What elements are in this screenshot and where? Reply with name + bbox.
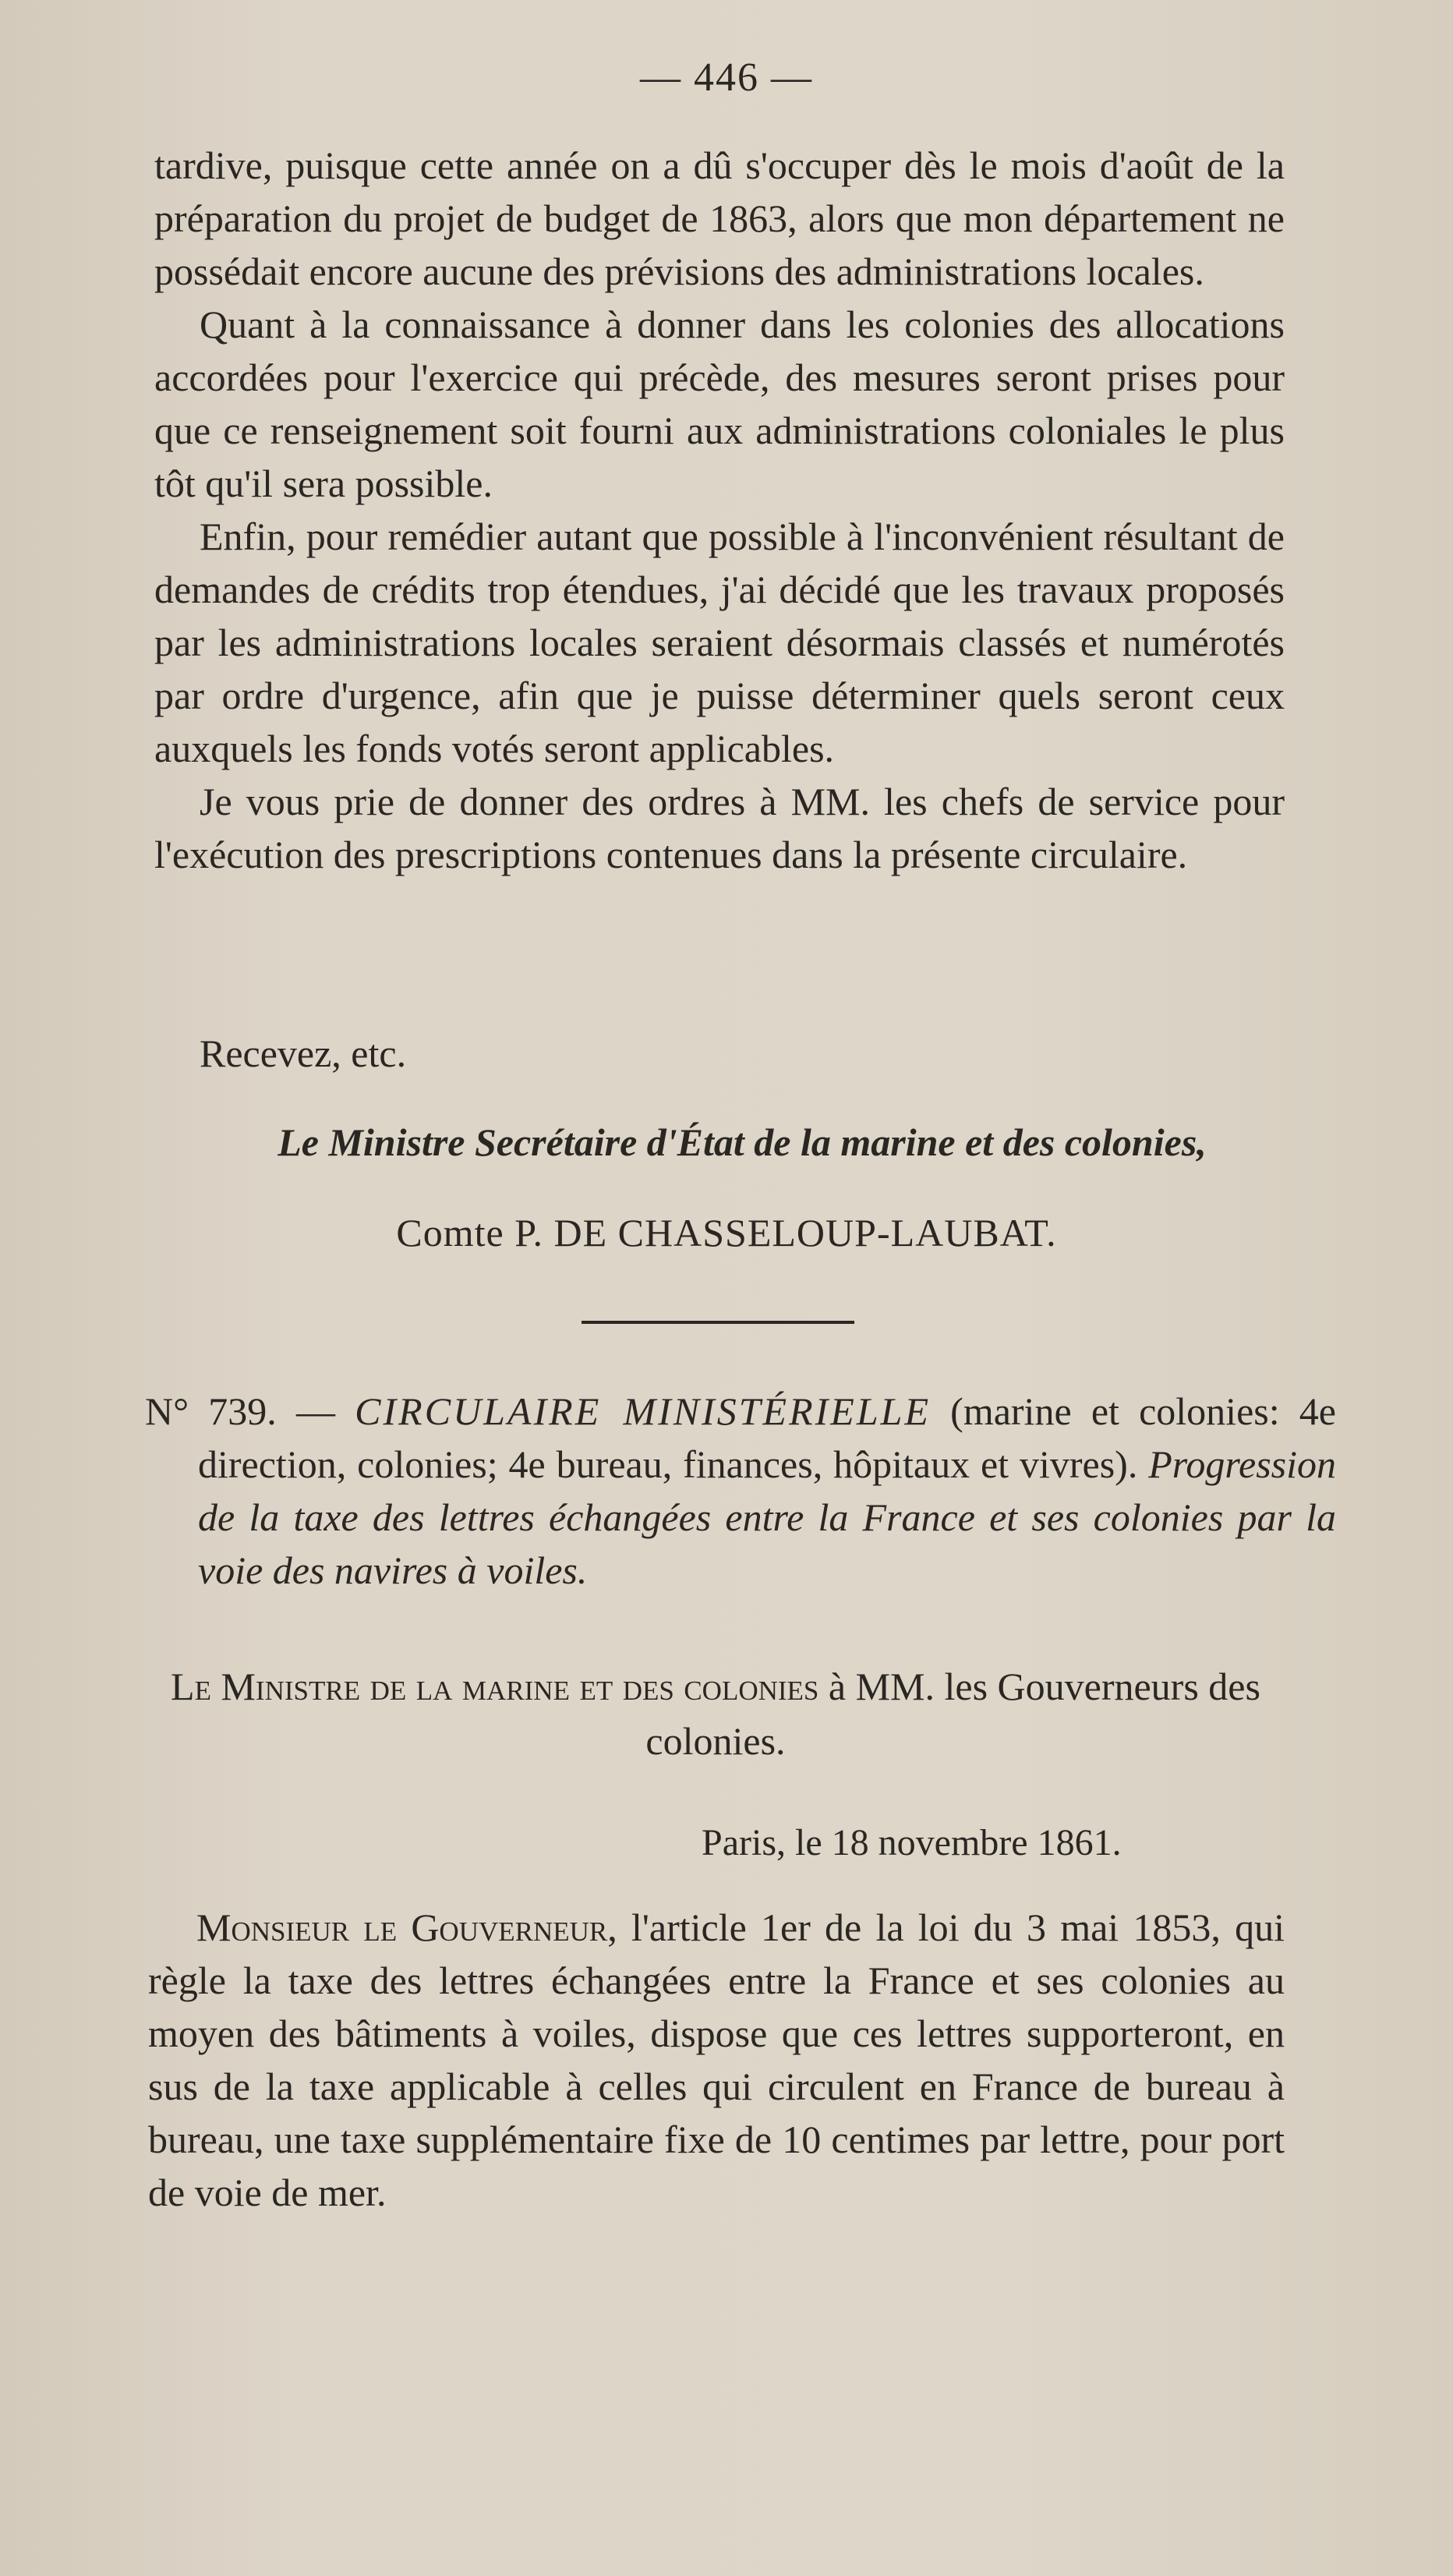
letter-salutation: Monsieur le Gouverneur, <box>196 1905 617 1949</box>
addressee-to: à MM. les Gouverneurs des colonies. <box>645 1665 1260 1763</box>
circular-heading <box>145 1385 1336 1597</box>
letter-body <box>148 1901 1285 2219</box>
addressee-line <box>145 1659 1286 1768</box>
signature-title: Le Ministre Secrétaire d'État de la marine et des colonies, <box>278 1120 1207 1164</box>
paragraph: tardive, puisque cette année on a dû s'occuper dès le mois d'août de la préparation du projet de budget de 1863, alors que mon département ne possédait encore aucune des prévisions des administrations locales. <box>154 143 1285 293</box>
circular-subject: Progression de la taxe des lettres échangées entre la France et ses colonies par la voie des navires à voiles. <box>198 1442 1337 1592</box>
addressee-from: Le Ministre de la marine et des colonies <box>171 1665 819 1708</box>
circular-type: CIRCULAIRE MINISTÉRIELLE <box>355 1389 931 1433</box>
paragraph: Quant à la connaissance à donner dans les colonies des allocations accordées pour l'exercice qui précède, des mesures seront prises pour que ce renseignement soit fourni aux administrations coloniales le plus tôt qu'il sera possible. <box>154 303 1285 505</box>
paragraph: Enfin, pour remédier autant que possible à l'inconvénient résultant de demandes de crédits trop étendues, j'ai décidé que les travaux proposés par les administrations locales seraient désormais classés et numérotés par ordre d'urgence, afin que je puisse déterminer quels seront ceux auxquels les fonds votés seront applicables. <box>154 515 1285 770</box>
signature-name: Comte P. DE CHASSELOUP-LAUBAT. <box>396 1211 1057 1254</box>
page-number: — 446 — <box>640 55 813 100</box>
circular-number: N° 739. — <box>145 1389 335 1433</box>
body-text-top <box>154 139 1285 881</box>
section-divider <box>582 1321 854 1324</box>
circular-scope: (marine et colonies: 4e direction, colonies; 4e bureau, finances, hôpitaux et vivres). <box>198 1389 1336 1486</box>
paragraph: Je vous prie de donner des ordres à MM. les chefs de service pour l'exécution des prescriptions contenues dans la présente circulaire. <box>154 780 1285 876</box>
dateline: Paris, le 18 novembre 1861. <box>702 1822 1122 1863</box>
closing-formula: Recevez, etc. <box>200 1031 407 1075</box>
letter-text: l'article 1er de la loi du 3 mai 1853, qui règle la taxe des lettres échangées entre la France et ses colonies au moyen des bâtiments à voiles, dispose que ces lettres supporteront, en sus de la taxe applicable à celles qui circulent en France de bureau à bureau, une taxe supplémentaire fixe de 10 centimes par lettre, pour port de voie de mer. <box>148 1905 1285 2214</box>
